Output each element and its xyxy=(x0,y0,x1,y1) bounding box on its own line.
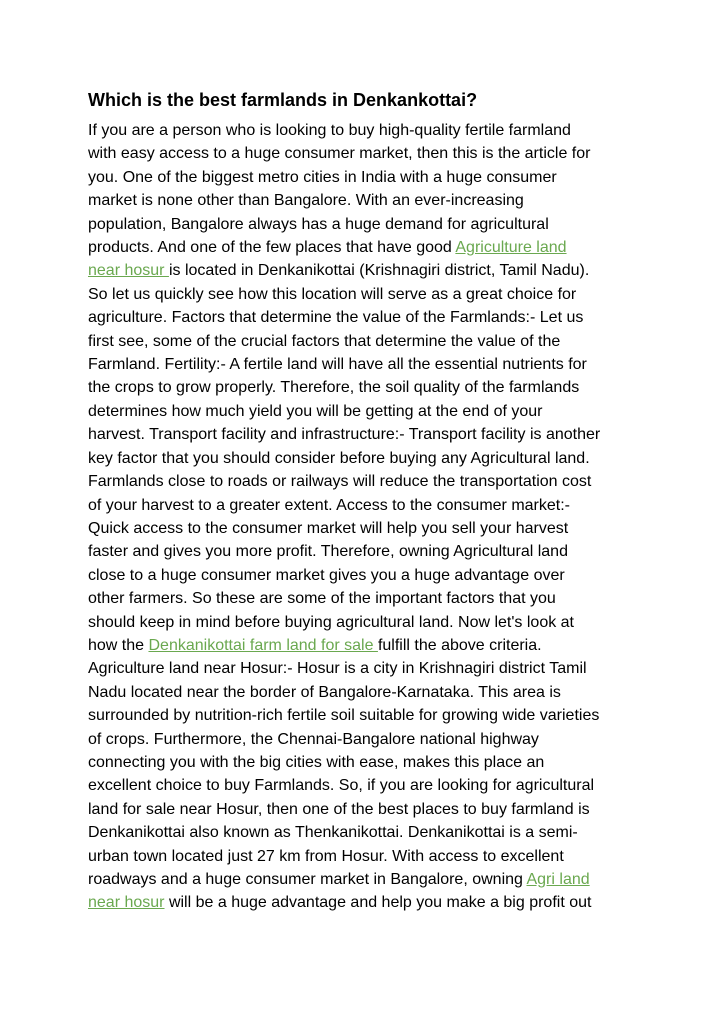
text-segment: determines how much yield you will be getting at the end of your xyxy=(88,402,543,420)
text-segment: key factor that you should consider before buying any Agricultural land. xyxy=(88,449,590,467)
body-line xyxy=(88,330,636,353)
body-line xyxy=(88,798,636,821)
text-segment: of crops. Furthermore, the Chennai-Bangalore national highway xyxy=(88,730,539,748)
body-line xyxy=(88,728,636,751)
text-segment: If you are a person who is looking to buy high-quality fertile farmland xyxy=(88,122,571,139)
text-segment: land for sale near Hosur, then one of the best places to buy farmland is xyxy=(88,800,590,818)
text-segment: will be a huge advantage and help you make a big profit out xyxy=(164,894,592,912)
text-segment: faster and gives you more profit. Therefore, owning Agricultural land xyxy=(88,543,568,561)
body-line xyxy=(88,306,636,329)
text-segment: surrounded by nutrition-rich fertile soil suitable for growing wide varieties xyxy=(88,707,600,725)
body-line xyxy=(88,868,636,891)
body-line xyxy=(88,494,636,517)
inline-link[interactable]: Agri land xyxy=(526,871,590,888)
inline-link[interactable]: near hosur xyxy=(88,894,165,912)
body-line xyxy=(88,657,636,680)
text-segment: population, Bangalore always has a huge demand for agricultural xyxy=(88,215,549,233)
document-page xyxy=(88,86,636,915)
text-segment: close to a huge consumer market gives you a huge advantage over xyxy=(88,566,565,584)
text-segment: agriculture. Factors that determine the value of the Farmlands:- Let us xyxy=(88,309,584,327)
text-segment: first see, some of the crucial factors that determine the value of the xyxy=(88,332,561,350)
body-line xyxy=(88,611,636,634)
text-segment: fulfill the above criteria. xyxy=(377,636,542,654)
body-line xyxy=(88,119,636,142)
text-segment: excellent choice to buy Farmlands. So, if you are looking for agricultural xyxy=(88,777,595,795)
body-line xyxy=(88,587,636,610)
text-segment: should keep in mind before buying agricultural land. Now let's look at xyxy=(88,613,574,631)
body-line xyxy=(88,540,636,563)
text-segment: with easy access to a huge consumer market, then this is the article for xyxy=(88,145,591,163)
text-segment: harvest. Transport facility and infrastructure:- Transport facility is another xyxy=(88,426,601,444)
text-segment: Agriculture land near Hosur:- Hosur is a city in Krishnagiri district Tamil xyxy=(88,660,587,678)
text-segment: urban town located just 27 km from Hosur. With access to excellent xyxy=(88,847,564,865)
body-line xyxy=(88,517,636,540)
text-segment: Farmlands close to roads or railways will reduce the transportation cost xyxy=(88,473,592,491)
body-line xyxy=(88,353,636,376)
inline-link[interactable]: Agriculture land xyxy=(455,239,567,257)
body-line xyxy=(88,704,636,727)
text-segment: the crops to grow properly. Therefore, the soil quality of the farmlands xyxy=(88,379,580,397)
body-line xyxy=(88,259,636,282)
body-line xyxy=(88,189,636,212)
text-segment: is located in Denkanikottai (Krishnagiri district, Tamil Nadu). xyxy=(168,262,590,280)
body-line xyxy=(88,634,636,657)
text-segment: Nadu located near the border of Bangalore-Karnataka. This area is xyxy=(88,683,561,701)
text-segment: of your harvest to a greater extent. Access to the consumer market:- xyxy=(88,496,570,514)
body-line xyxy=(88,400,636,423)
body-line xyxy=(88,751,636,774)
text-segment: Quick access to the consumer market will help you sell your harvest xyxy=(88,519,569,537)
body-line xyxy=(88,681,636,704)
text-segment: roadways and a huge consumer market in Bangalore, owning xyxy=(88,871,527,888)
text-segment: connecting you with the big cities with ease, makes this place an xyxy=(88,753,545,771)
body-line xyxy=(88,891,636,914)
body-line xyxy=(88,447,636,470)
text-segment: you. One of the biggest metro cities in India with a huge consumer xyxy=(88,168,557,186)
body-line xyxy=(88,376,636,399)
body-line xyxy=(88,470,636,493)
article-title: Which is the best farmlands in Denkankottai? xyxy=(88,90,478,110)
body-line xyxy=(88,821,636,844)
article-body xyxy=(88,119,636,915)
body-line xyxy=(88,845,636,868)
body-line xyxy=(88,283,636,306)
text-segment: products. And one of the few places that have good xyxy=(88,239,456,257)
text-segment: Denkanikottai also known as Thenkanikottai. Denkanikottai is a semi- xyxy=(88,824,578,842)
text-segment: how the xyxy=(88,636,149,654)
text-segment: So let us quickly see how this location will serve as a great choice for xyxy=(88,285,577,303)
body-line xyxy=(88,423,636,446)
text-segment: market is none other than Bangalore. With an ever-increasing xyxy=(88,192,524,210)
body-line xyxy=(88,166,636,189)
body-line xyxy=(88,774,636,797)
body-line xyxy=(88,236,636,259)
inline-link[interactable]: near hosur xyxy=(88,262,169,280)
inline-link[interactable]: Denkanikottai farm land for sale xyxy=(148,636,378,654)
text-segment: Farmland. Fertility:- A fertile land will have all the essential nutrients for xyxy=(88,356,587,374)
body-line xyxy=(88,142,636,165)
text-segment: other farmers. So these are some of the important factors that you xyxy=(88,590,556,608)
body-line xyxy=(88,213,636,236)
body-line xyxy=(88,564,636,587)
